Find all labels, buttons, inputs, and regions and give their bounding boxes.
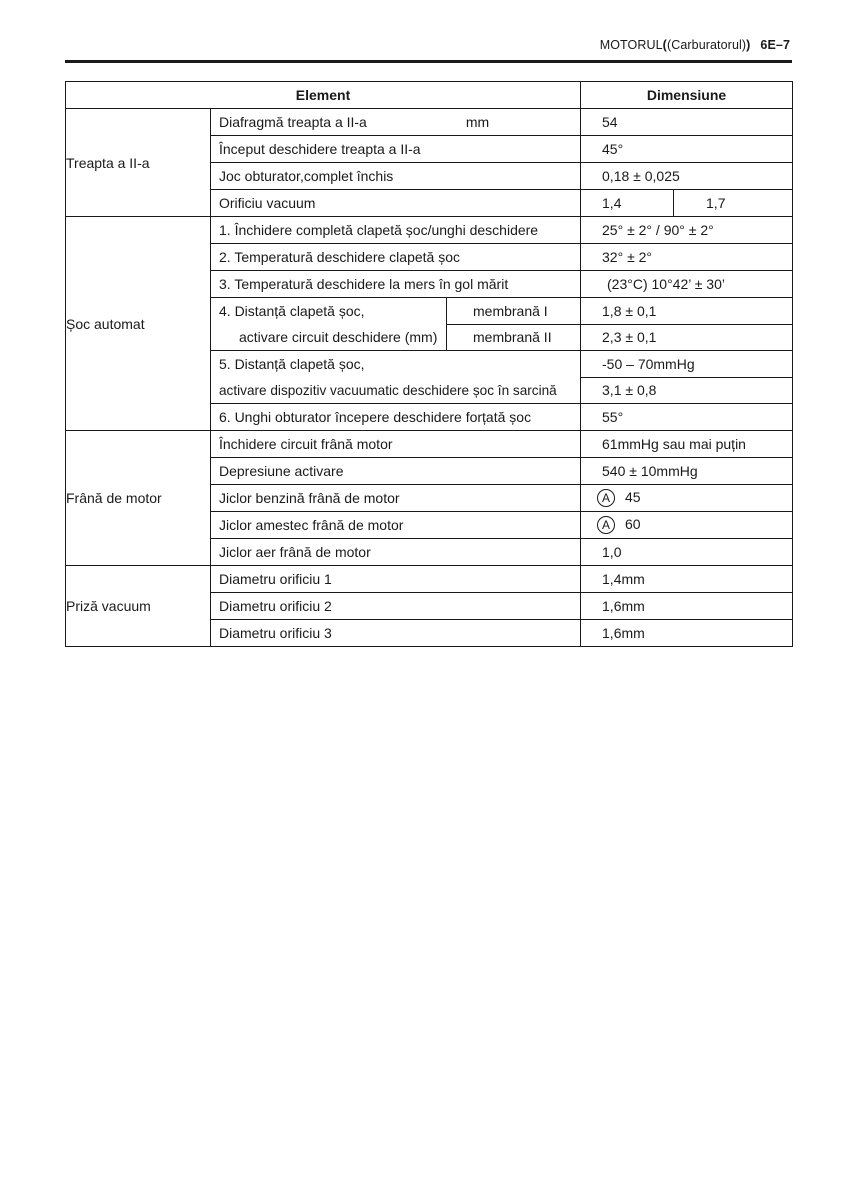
row-label: Diametru orificiu 1 — [211, 566, 581, 593]
row-sub-label: membrană II — [447, 324, 581, 351]
row-unit: mm — [465, 114, 490, 130]
row-value-cell — [581, 512, 793, 539]
page-header — [600, 38, 790, 52]
row-value: 45 — [625, 488, 641, 505]
row-label: 1. Închidere completă clapetă șoc/unghi deschidere — [211, 217, 581, 244]
table-row — [66, 217, 793, 244]
row-label: Diametru orificiu 2 — [211, 593, 581, 620]
row-label: 6. Unghi obturator începere deschidere forțată șoc — [211, 404, 581, 431]
page-number: 6E–7 — [760, 38, 790, 52]
header-sub: (Carburatorul) — [666, 38, 747, 52]
row-label: Jiclor aer frână de motor — [211, 539, 581, 566]
row-value: 1,8 ± 0,1 — [581, 298, 793, 325]
group-soc: Șoc automat — [66, 217, 211, 431]
row-value: -50 – 70mmHg — [581, 351, 793, 378]
circled-a-marker: A — [597, 489, 615, 507]
row-value-a: 1,4 — [581, 190, 674, 216]
row-value: 55° — [581, 404, 793, 431]
col-dimension: Dimensiune — [581, 82, 793, 109]
row-label: Joc obturator,complet închis — [211, 163, 581, 190]
row-value-split — [581, 190, 793, 217]
row-value: 54 — [581, 109, 793, 136]
row-value: 61mmHg sau mai puțin — [581, 431, 793, 458]
table-row — [66, 431, 793, 458]
row-label: Închidere circuit frână motor — [211, 431, 581, 458]
row-value-b: 1,7 — [706, 195, 726, 211]
row-label: 3. Temperatură deschidere la mers în gol mărit — [211, 271, 581, 298]
row-label: 2. Temperatură deschidere clapetă șoc — [211, 244, 581, 271]
row-value: 2,3 ± 0,1 — [581, 324, 793, 351]
table-header-row — [66, 82, 793, 109]
table-row — [66, 566, 793, 593]
row-label — [211, 109, 581, 136]
row-label: activare circuit deschidere (mm) — [211, 324, 447, 351]
table-row — [66, 109, 793, 136]
row-value: 25° ± 2° / 90° ± 2° — [581, 217, 793, 244]
row-value: 540 ± 10mmHg — [581, 458, 793, 485]
row-value: 1,6mm — [581, 620, 793, 647]
row-value: 1,6mm — [581, 593, 793, 620]
row-label: Jiclor amestec frână de motor — [211, 512, 581, 539]
row-label: 4. Distanță clapetă șoc, — [211, 298, 447, 325]
col-element: Element — [66, 82, 581, 109]
row-label-text: Diafragmă treapta a II-a — [219, 114, 367, 130]
row-value-cell — [581, 485, 793, 512]
row-label: Diametru orificiu 3 — [211, 620, 581, 647]
header-rule — [65, 60, 792, 63]
row-label: activare dispozitiv vacuumatic deschidere șoc în sarcină — [211, 377, 581, 404]
group-frana: Frână de motor — [66, 431, 211, 566]
row-value: 3,1 ± 0,8 — [581, 377, 793, 404]
row-label: 5. Distanță clapetă șoc, — [211, 351, 581, 378]
row-label: Depresiune activare — [211, 458, 581, 485]
group-priza: Priză vacuum — [66, 566, 211, 647]
circled-a-marker: A — [597, 516, 615, 534]
row-value: 0,18 ± 0,025 — [581, 163, 793, 190]
header-section: MOTORUL — [599, 38, 663, 52]
row-sub-label: membrană I — [447, 298, 581, 325]
row-label: Orificiu vacuum — [211, 190, 581, 217]
header-paren: ( — [662, 38, 667, 52]
row-value: 60 — [625, 515, 641, 532]
row-label: Jiclor benzină frână de motor — [211, 485, 581, 512]
row-label: Început deschidere treapta a II-a — [211, 136, 581, 163]
row-value: (23°C) 10°42’ ± 30’ — [581, 271, 793, 298]
row-value: 32° ± 2° — [581, 244, 793, 271]
row-value: 1,0 — [581, 539, 793, 566]
spec-table — [65, 81, 793, 647]
row-value: 45° — [581, 136, 793, 163]
group-treapta: Treapta a II-a — [66, 109, 211, 217]
header-close: ) — [746, 38, 751, 52]
row-value: 1,4mm — [581, 566, 793, 593]
